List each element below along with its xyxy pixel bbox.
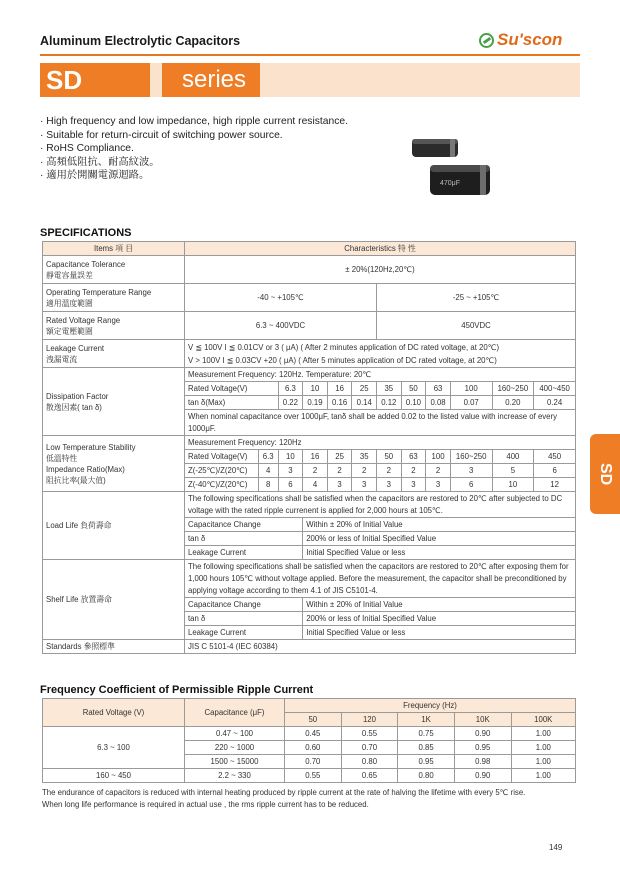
cell-label: Rated Voltage(V) <box>185 382 279 396</box>
cell-value: 450 <box>534 450 576 464</box>
cell-value: 0.45 <box>285 727 342 741</box>
cell-value: 3 <box>377 478 402 492</box>
cell-value: 25 <box>327 450 352 464</box>
table-row <box>43 242 576 256</box>
cell-value <box>185 340 576 368</box>
table-row <box>43 312 576 340</box>
cell-label: Capacitance Change <box>185 598 303 612</box>
cell-value: 0.90 <box>454 769 511 783</box>
cell-value: 10 <box>492 478 534 492</box>
cell-value: 25 <box>352 382 377 396</box>
label-en: Operating Temperature Range <box>46 287 152 297</box>
cell-label: Z(-25℃)/Z(20℃) <box>185 464 259 478</box>
table-row <box>43 340 576 368</box>
cell-value: 1.00 <box>511 755 575 769</box>
table-row <box>43 727 576 741</box>
header-freq: 50 <box>285 713 342 727</box>
page-header-title: Aluminum Electrolytic Capacitors <box>40 34 241 48</box>
cell-value: 1.00 <box>511 769 575 783</box>
header-frequency: Frequency (Hz) <box>285 699 576 713</box>
small-capacitor <box>412 139 458 157</box>
label-cn: 適用溫度範圍 <box>46 298 93 308</box>
cell-value: 6 <box>534 464 576 478</box>
label-en: Dissipation Factor <box>46 391 109 401</box>
spec-table <box>42 241 576 654</box>
logo-icon <box>479 33 494 48</box>
cell-value: 50 <box>377 450 402 464</box>
note-line: When long life performance is required in actual use , the rms ripple current has to be reduced. <box>42 800 369 809</box>
cell-label: tan δ <box>185 532 303 546</box>
cell-label: Rated Voltage(V) <box>185 450 259 464</box>
cell-value: 5 <box>492 464 534 478</box>
cell-value: 6 <box>278 478 303 492</box>
cell-value: 2 <box>327 464 352 478</box>
cell-value: 450VDC <box>377 312 576 340</box>
header-freq: 1K <box>398 713 455 727</box>
cell-value: 3 <box>352 478 377 492</box>
label-cn: 低溫特性 <box>46 453 78 463</box>
cell-value: 1.00 <box>511 727 575 741</box>
cell-label: Capacitance Change <box>185 518 303 532</box>
cell-value: 63 <box>401 450 426 464</box>
cell-value: 220 ~ 1000 <box>185 741 285 755</box>
table-row <box>43 640 576 654</box>
cell-value: 16 <box>327 382 352 396</box>
freq-table <box>42 698 576 783</box>
cell-value: 0.08 <box>426 396 451 410</box>
cell-value: 0.47 ~ 100 <box>185 727 285 741</box>
cell-value: 2 <box>303 464 328 478</box>
feature-item: · 高頻低阻抗、耐高紋波。 <box>40 156 348 170</box>
table-row <box>43 256 576 284</box>
cell-value: 10 <box>278 450 303 464</box>
series-code: SD <box>40 63 150 97</box>
table-row <box>43 436 576 450</box>
header-rule <box>40 54 580 56</box>
cell-value: 0.70 <box>285 755 342 769</box>
cell-value: 0.90 <box>454 727 511 741</box>
row-label <box>43 340 185 368</box>
cell-value: 0.85 <box>398 741 455 755</box>
cell-value: 0.70 <box>341 741 398 755</box>
series-banner <box>40 63 580 97</box>
cell-value: 0.55 <box>285 769 342 783</box>
cell-value: JIS C 5101-4 (IEC 60384) <box>185 640 576 654</box>
cell-value: 0.22 <box>278 396 303 410</box>
row-label: Load Life 負荷壽命 <box>43 492 185 560</box>
table-row <box>43 699 576 713</box>
cell-value: 63 <box>426 382 451 396</box>
cell-value: Initial Specified Value or less <box>303 626 576 640</box>
spec-title: SPECIFICATIONS <box>40 227 132 239</box>
cell-value: 160~250 <box>450 450 492 464</box>
feature-item: · High frequency and low impedance, high ripple current resistance. <box>40 115 348 129</box>
freq-title: Frequency Coefficient of Permissible Ripple Current <box>40 684 314 696</box>
cell-label: Z(-40℃)/Z(20℃) <box>185 478 259 492</box>
feature-list <box>40 115 348 183</box>
label-en: Low Temperature Stability <box>46 442 136 452</box>
cell-value: 2 <box>377 464 402 478</box>
cell-value: 6 <box>450 478 492 492</box>
label-cn: 散逸因素( tan δ) <box>46 402 102 412</box>
cell-value: 3 <box>327 478 352 492</box>
cell-group: 160 ~ 450 <box>43 769 185 783</box>
cell-value: 3 <box>450 464 492 478</box>
cell-value: 0.10 <box>401 396 426 410</box>
cell-value: 2 <box>426 464 451 478</box>
row-label: Standards 參照標準 <box>43 640 185 654</box>
cell-group: 6.3 ~ 100 <box>43 727 185 769</box>
cell-label: Leakage Current <box>185 546 303 560</box>
cell-value: 12 <box>534 478 576 492</box>
cell-value: 0.14 <box>352 396 377 410</box>
cell-value: 400~450 <box>534 382 576 396</box>
cell-value: 0.98 <box>454 755 511 769</box>
cell-note: When nominal capacitance over 1000μF, tanδ shall be added 0.02 to the listed value with increase of every 1000μF. <box>185 410 576 436</box>
cell-value: Initial Specified Value or less <box>303 546 576 560</box>
cell-value: 16 <box>303 450 328 464</box>
cell-value: 0.07 <box>450 396 492 410</box>
cell-label: Leakage Current <box>185 626 303 640</box>
cell-value: 50 <box>401 382 426 396</box>
feature-item: · 適用於開關電源迴路。 <box>40 169 348 183</box>
cell-value: 0.12 <box>377 396 402 410</box>
cell-value: 4 <box>258 464 278 478</box>
cell-label: tan δ <box>185 612 303 626</box>
cell-text: The following specifications shall be satisfied when the capacitors are restored to 20℃ after subjected to DC voltage with the rated ripple currenent is applied for 2,000 hours at 105℃. <box>185 492 576 518</box>
cell-value: Within ± 20% of Initial Value <box>303 598 576 612</box>
cell-value: -40 ~ +105℃ <box>185 284 377 312</box>
cell-value: 400 <box>492 450 534 464</box>
table-row <box>43 368 576 382</box>
row-label <box>43 284 185 312</box>
cell-label: tan δ(Max) <box>185 396 279 410</box>
logo-text: Su'scon <box>497 30 563 49</box>
cell-value: 10 <box>303 382 328 396</box>
cell-value: 35 <box>377 382 402 396</box>
cell-value: 8 <box>258 478 278 492</box>
label-en: Capacitance Tolerance <box>46 259 126 269</box>
label-en: Leakage Current <box>46 343 105 353</box>
feature-item: · Suitable for return-circuit of switching power source. <box>40 129 348 143</box>
cell-value: 0.95 <box>398 755 455 769</box>
label-cn: 阻抗比率(最大值) <box>46 475 106 485</box>
side-series-tab: SD <box>590 434 620 514</box>
row-label <box>43 256 185 284</box>
large-capacitor <box>430 165 490 195</box>
header-characteristics: Characteristics 特 性 <box>185 242 576 256</box>
cell-value: 0.55 <box>341 727 398 741</box>
cell-value: 0.60 <box>285 741 342 755</box>
cell-value: Measurement Frequency: 120Hz <box>185 436 576 450</box>
cell-value: 0.19 <box>303 396 328 410</box>
cell-value: 160~250 <box>492 382 534 396</box>
cell-value: 200% or less of Initial Specified Value <box>303 612 576 626</box>
cell-value: 6.3 ~ 400VDC <box>185 312 377 340</box>
cell-value: 0.80 <box>398 769 455 783</box>
series-word: series <box>162 63 260 97</box>
note-line: The endurance of capacitors is reduced with internal heating produced by ripple current at the rate of halving the lifetime with every 5℃ rise. <box>42 788 526 797</box>
table-row <box>43 284 576 312</box>
brand-logo <box>479 30 562 50</box>
label-en: Impedance Ratio(Max) <box>46 464 125 474</box>
leak-line: V ≦ 100V I ≦ 0.01CV or 3 ( μA) ( After 2 minutes application of DC rated voltage, at 20℃) <box>188 342 500 352</box>
cell-value: 6.3 <box>258 450 278 464</box>
feature-item: · RoHS Compliance. <box>40 142 348 156</box>
header-rated-voltage: Rated Voltage (V) <box>43 699 185 727</box>
header-capacitance: Capacitance (μF) <box>185 699 285 727</box>
leak-line: V > 100V I ≦ 0.03CV +20 ( μA) ( After 5 minutes application of DC rated voltage, at 20℃) <box>188 355 497 365</box>
table-row <box>43 560 576 598</box>
header-freq: 10K <box>454 713 511 727</box>
cell-value: 100 <box>426 450 451 464</box>
capacitor-image <box>410 135 510 215</box>
header-freq: 120 <box>341 713 398 727</box>
row-label <box>43 312 185 340</box>
label-en: Rated Voltage Range <box>46 315 121 325</box>
cell-value: Within ± 20% of Initial Value <box>303 518 576 532</box>
header-freq: 100K <box>511 713 575 727</box>
cell-value: 35 <box>352 450 377 464</box>
cell-value: 1500 ~ 15000 <box>185 755 285 769</box>
cell-value: 200% or less of Initial Specified Value <box>303 532 576 546</box>
banner-gap <box>150 63 162 97</box>
page-number: 149 <box>549 843 563 852</box>
cell-value: 0.95 <box>454 741 511 755</box>
cell-value: 2.2 ~ 330 <box>185 769 285 783</box>
header-items: Items 項 目 <box>43 242 185 256</box>
cell-value: 0.20 <box>492 396 534 410</box>
row-label <box>43 436 185 492</box>
table-row <box>43 769 576 783</box>
cell-value: 0.65 <box>341 769 398 783</box>
cell-value: 0.80 <box>341 755 398 769</box>
cell-value: -25 ~ +105℃ <box>377 284 576 312</box>
cell-value: 3 <box>426 478 451 492</box>
label-cn: 靜電容量誤差 <box>46 270 93 280</box>
cell-value: ± 20%(120Hz,20℃) <box>185 256 576 284</box>
capacitor-label: 470μF <box>440 180 460 187</box>
cell-value: 2 <box>352 464 377 478</box>
label-cn: 洩漏電流 <box>46 354 78 364</box>
table-row <box>43 492 576 518</box>
cell-value: Measurement Frequency: 120Hz. Temperature: 20℃ <box>185 368 576 382</box>
row-label: Shelf Life 放置壽命 <box>43 560 185 640</box>
cell-value: 3 <box>278 464 303 478</box>
cell-value: 6.3 <box>278 382 303 396</box>
cell-value: 0.24 <box>534 396 576 410</box>
cell-value: 3 <box>401 478 426 492</box>
cell-value: 0.75 <box>398 727 455 741</box>
cell-value: 4 <box>303 478 328 492</box>
label-cn: 額定電壓範圍 <box>46 326 93 336</box>
cell-text: The following specifications shall be satisfied when the capacitors are restored to 20℃ after exposing them for 1,000 hours 105℃ without voltage applied. Before the measurement, the capacitor shall be preconditioned by applying voltage according to them 4.1 of JIS C5101-4. <box>185 560 576 598</box>
cell-value: 2 <box>401 464 426 478</box>
cell-value: 0.16 <box>327 396 352 410</box>
cell-value: 100 <box>450 382 492 396</box>
row-label <box>43 368 185 436</box>
cell-value: 1.00 <box>511 741 575 755</box>
